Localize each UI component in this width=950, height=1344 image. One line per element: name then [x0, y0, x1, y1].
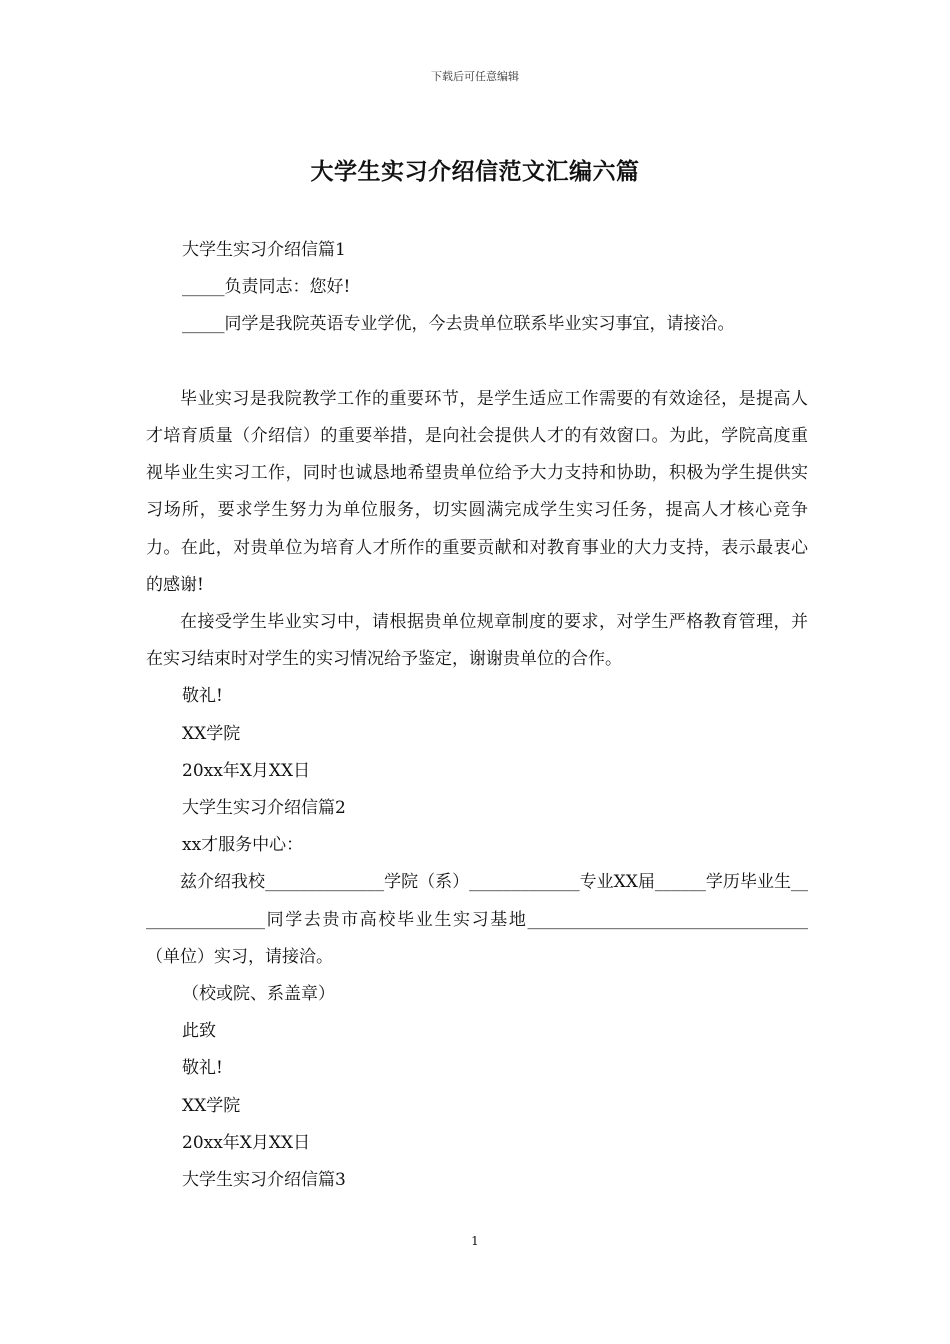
- signature-line: XX学院: [182, 1095, 241, 1116]
- date-line: 20xx年X月XX日: [182, 1132, 311, 1153]
- closing-line: 敬礼!: [182, 686, 223, 707]
- section-heading-1: 大学生实习介绍信篇1: [182, 240, 346, 260]
- page-number: 1: [471, 1234, 479, 1248]
- blank-line: [146, 344, 808, 381]
- stamp-note: （校或院、系盖章）: [182, 984, 335, 1005]
- salutation-line: _____负责同志：您好!: [182, 277, 351, 298]
- signature-line: XX学院: [182, 723, 241, 744]
- section-heading-3: 大学生实习介绍信篇3: [182, 1170, 346, 1191]
- body-paragraph: 毕业实习是我院教学工作的重要环节，是学生适应工作需要的有效途径，是提高人才培育质量（介绍信）的重要举措，是向社会提供人才的有效窗口。为此，学院高度重视毕业生实习工作，同时也诚恳地希望贵单位给予大力支持和协助，积极为学生提供实习场所，要求学生努力为单位服务，切实圆满完成学生实习任务，提高人才核心竞争力。在此，对贵单位为培育人才所作的重要贡献和对教育事业的大力支持，表示最衷心的感谢!: [146, 388, 808, 595]
- document-body: [146, 232, 808, 1199]
- intro-line: _____同学是我院英语专业学优，今去贵单位联系毕业实习事宜，请接洽。: [182, 314, 735, 335]
- date-line: 20xx年X月XX日: [182, 760, 311, 781]
- body-paragraph: 兹介绍我校______________学院（系）_____________专业XX届______学历毕业生________________同学去贵市高校毕业生实习基地_________________________________（单位）实习，请接洽。: [146, 872, 808, 967]
- addressee-line: xx才服务中心：: [182, 835, 304, 856]
- document-title: 大学生实习介绍信范文汇编六篇: [310, 158, 640, 185]
- closing-line: 敬礼!: [182, 1058, 223, 1079]
- section-heading-2: 大学生实习介绍信篇2: [182, 798, 346, 819]
- header-note: 下载后可任意编辑: [431, 70, 519, 83]
- body-paragraph: 在接受学生毕业实习中，请根据贵单位规章制度的要求，对学生严格教育管理，并在实习结束时对学生的实习情况给予鉴定，谢谢贵单位的合作。: [146, 612, 808, 670]
- closing-line: 此致: [182, 1021, 216, 1042]
